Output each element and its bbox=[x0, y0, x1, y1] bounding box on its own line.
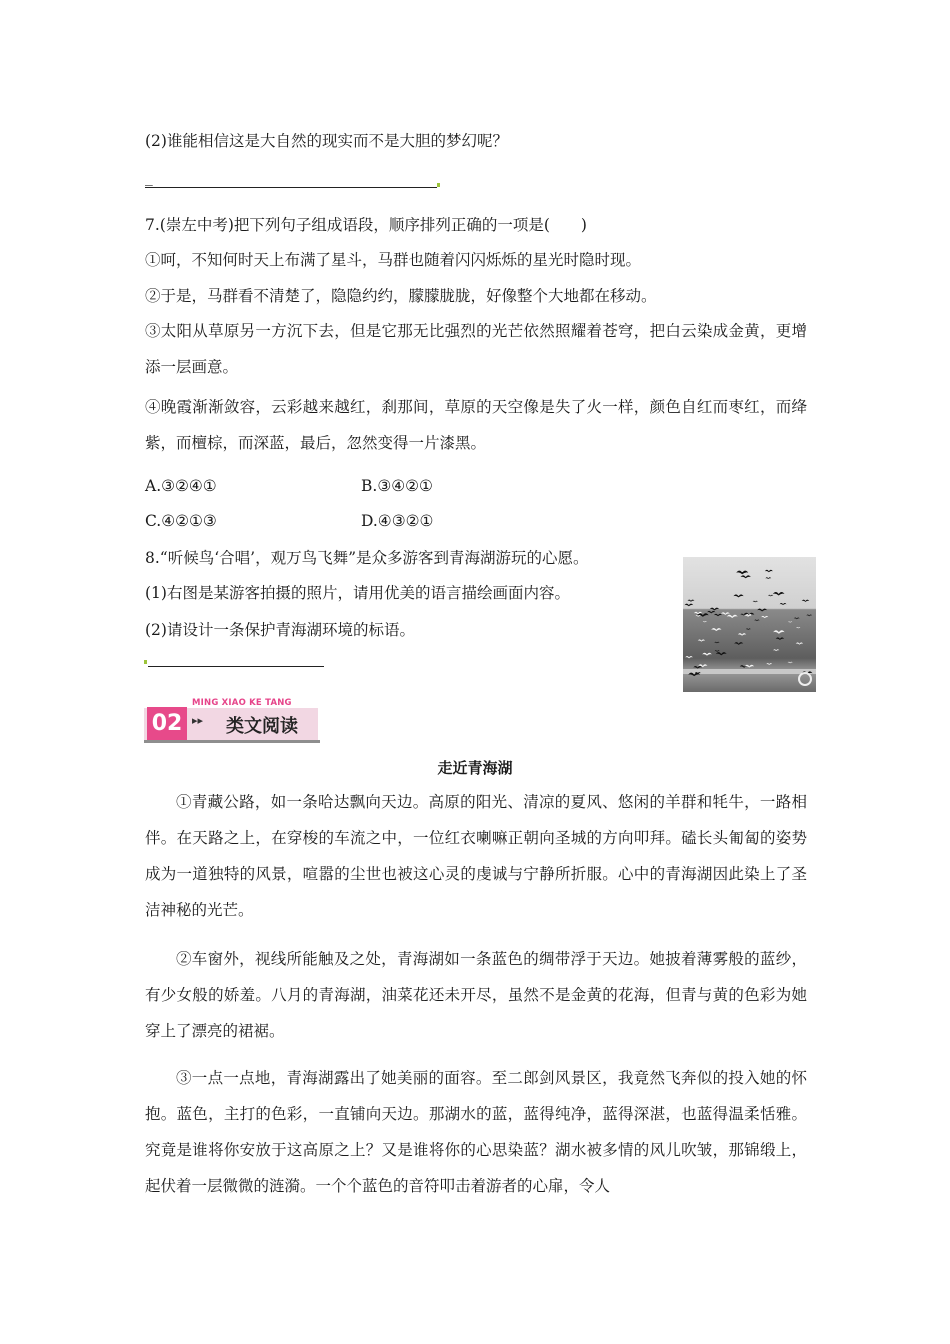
birds-photo bbox=[683, 557, 816, 692]
q7-stem: 7.(崇左中考)把下列句子组成语段，顺序排列正确的一项是( ) bbox=[145, 216, 587, 234]
section-label: 类文阅读 bbox=[226, 716, 298, 737]
answer-blank-line bbox=[148, 666, 324, 667]
article-paragraph-3: ③一点一点地，青海湖露出了她美丽的面容。至二郎剑风景区，我竟然飞奔似的投入她的怀抱。蓝色，主打的色彩，一直铺向天边。那湖水的蓝，蓝得纯净，蓝得深湛，也蓝得温柔恬雅。究竟是谁将你安放于这高原之上？又是谁将你的心思染蓝？湖水被多情的风儿吹皱，那锦缎上，起伏着一层微微的涟漪。一个个蓝色的音符叩击着游者的心扉，令人 bbox=[145, 1069, 807, 1195]
q7-sentence-4: ④晚霞渐渐敛容，云彩越来越红，刹那间，草原的天空像是失了火一样，颜色自红而枣红，而绛紫，而檀棕，而深蓝，最后，忽然变得一片漆黑。 bbox=[145, 398, 807, 452]
section-pinyin: MING XIAO KE TANG bbox=[192, 698, 292, 708]
q7-sentence-2: ②于是，马群看不清楚了，隐隐约约，朦朦胧胧，好像整个大地都在移动。 bbox=[145, 287, 657, 305]
section-number: 02 bbox=[147, 707, 187, 741]
answer-marker-dot bbox=[144, 660, 147, 664]
q7-option-c: C.④②①③ bbox=[145, 512, 217, 530]
q7-option-a: A.③②④① bbox=[145, 477, 217, 495]
article-title: 走近青海湖 bbox=[437, 759, 513, 777]
badge-underline bbox=[144, 740, 320, 743]
double-arrow-icon: ▸▸ bbox=[192, 714, 204, 727]
answer-blank-line bbox=[145, 187, 437, 188]
article-paragraph-2: ②车窗外，视线所能触及之处，青海湖如一条蓝色的绸带浮于天边。她披着薄雾般的蓝纱，有少女般的娇羞。八月的青海湖，油菜花还未开尽，虽然不是金黄的花海，但青与黄的色彩为她穿上了漂亮的裙裾。 bbox=[145, 950, 807, 1040]
q8-item2: (2)请设计一条保护青海湖环境的标语。 bbox=[145, 621, 415, 639]
q8-stem: 8.“听候鸟‘合唱’，观万鸟飞舞”是众多游客到青海湖游玩的心愿。 bbox=[145, 549, 589, 567]
q7-option-b: B.③④②① bbox=[361, 477, 433, 495]
q6-item2: (2)谁能相信这是大自然的现实而不是大胆的梦幻呢？ bbox=[145, 132, 508, 150]
q6-answer-mark: _ bbox=[145, 168, 153, 186]
article-paragraph-1: ①青藏公路，如一条哈达飘向天边。高原的阳光、清凉的夏风、悠闲的羊群和牦牛，一路相伴。在天路之上，在穿梭的车流之中，一位红衣喇嘛正朝向圣城的方向叩拜。磕长头匍匐的姿势成为一道独特的风景，喧嚣的尘世也被这心灵的虔诚与宁静所折服。心中的青海湖因此染上了圣洁神秘的光芒。 bbox=[145, 793, 807, 919]
q8-item1: (1)右图是某游客拍摄的照片，请用优美的语言描绘画面内容。 bbox=[145, 584, 570, 602]
section-badge bbox=[144, 698, 320, 744]
answer-marker-dot bbox=[437, 183, 440, 187]
q7-option-d: D.④③②① bbox=[361, 512, 434, 530]
q7-sentence-1: ①呵，不知何时天上布满了星斗，马群也随着闪闪烁烁的星光时隐时现。 bbox=[145, 251, 642, 269]
q7-sentence-3: ③太阳从草原另一方沉下去，但是它那无比强烈的光芒依然照耀着苍穹，把白云染成金黄，更增添一层画意。 bbox=[145, 322, 807, 376]
